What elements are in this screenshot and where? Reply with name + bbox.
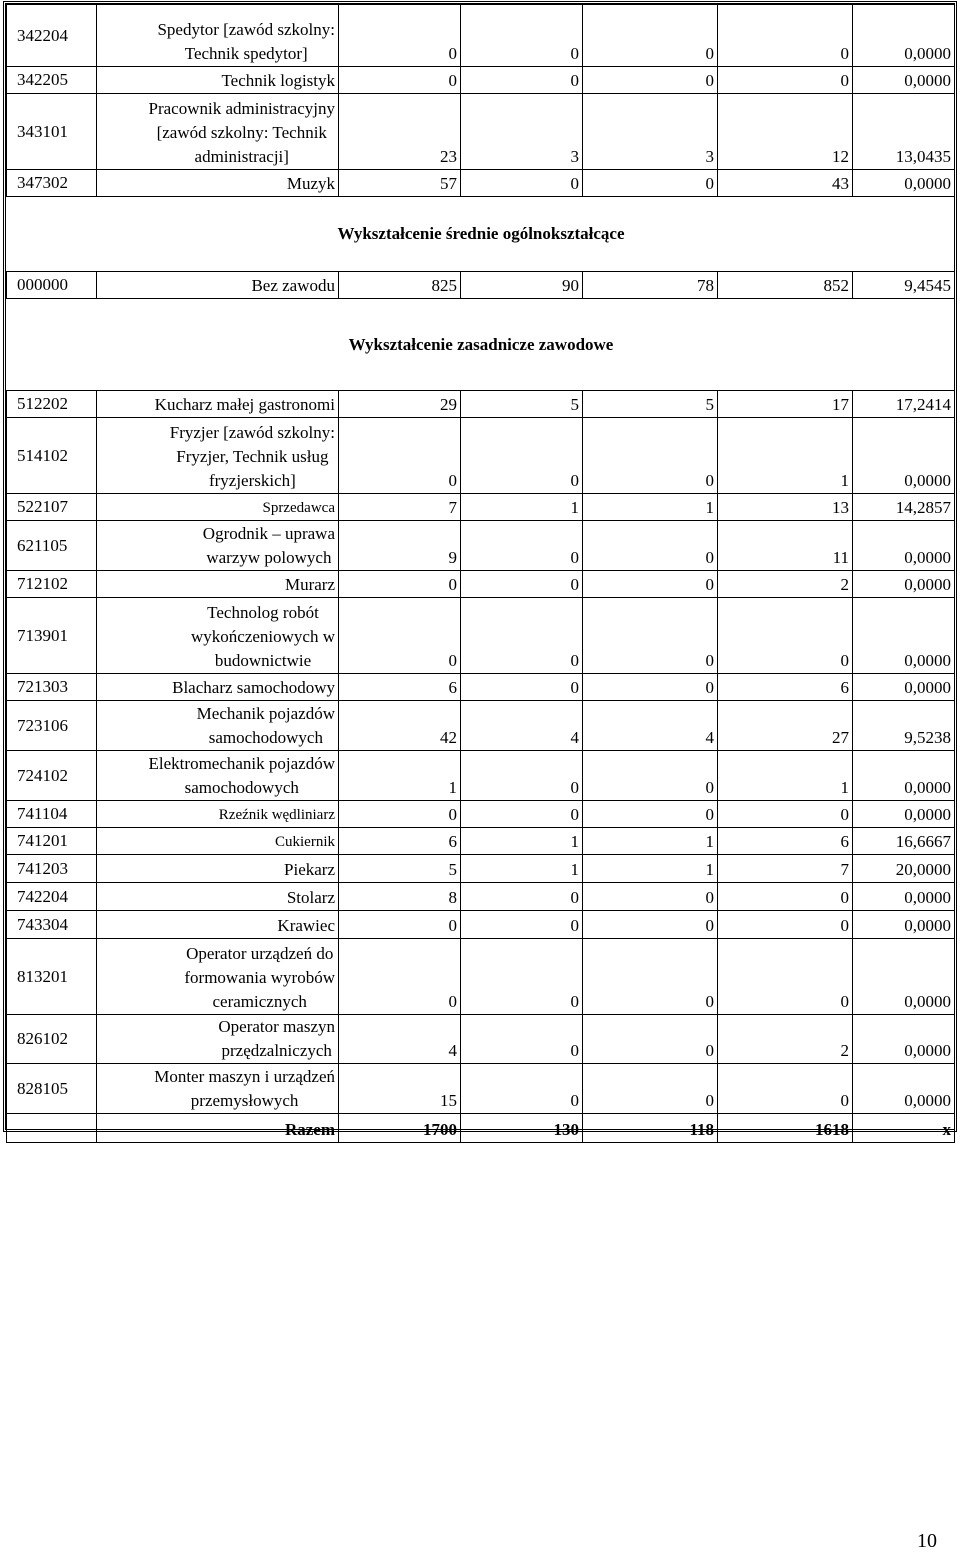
occupation-code: 721303 — [7, 674, 97, 701]
value-cell-v2: 0 — [461, 911, 583, 939]
value-cell-v4: 0 — [718, 883, 853, 911]
occupation-code: 343101 — [7, 94, 97, 170]
occupation-name-line: Murarz — [284, 575, 335, 594]
occupation-code: 000000 — [7, 272, 97, 299]
value-cell-v3: 0 — [583, 1015, 718, 1064]
value-cell-v2: 0 — [461, 1064, 583, 1114]
table-row — [7, 272, 955, 299]
value-cell-v5: x — [853, 1114, 955, 1143]
value-cell-v4: 0 — [718, 5, 853, 67]
occupation-code: 742204 — [7, 883, 97, 911]
occupation-code: 342205 — [7, 67, 97, 94]
occupation-name — [97, 883, 339, 911]
occupation-code: 342204 — [7, 5, 97, 67]
occupation-name-line: Technik spedytor] — [184, 44, 308, 63]
value-cell-v3: 0 — [583, 1064, 718, 1114]
value-cell-v4: 43 — [718, 170, 853, 197]
value-cell-v1: 42 — [339, 701, 461, 751]
section-heading: Wykształcenie zasadnicze zawodowe — [7, 299, 955, 391]
occupation-name-line: Piekarz — [284, 860, 335, 879]
occupation-name-line: fryzjerskich] — [208, 471, 296, 490]
value-cell-v5: 0,0000 — [853, 67, 955, 94]
occupation-name-line: Fryzjer [zawód szkolny: — [169, 423, 335, 442]
value-cell-v2: 0 — [461, 418, 583, 494]
table-row — [7, 911, 955, 939]
value-cell-v3: 118 — [583, 1114, 718, 1143]
occupation-code: 514102 — [7, 418, 97, 494]
value-cell-v3: 0 — [583, 571, 718, 598]
table-row — [7, 1015, 955, 1064]
table-row — [7, 701, 955, 751]
occupation-name-line: samochodowych — [208, 728, 323, 747]
occupation-name — [97, 828, 339, 855]
value-cell-v2: 0 — [461, 5, 583, 67]
value-cell-v1: 0 — [339, 801, 461, 828]
value-cell-v3: 0 — [583, 598, 718, 674]
table-row — [7, 855, 955, 883]
value-cell-v5: 0,0000 — [853, 801, 955, 828]
occupation-name-line: Blacharz samochodowy — [172, 678, 335, 697]
value-cell-v2: 0 — [461, 598, 583, 674]
occupation-name-line: Technolog robót — [207, 603, 319, 622]
occupation-name-line: Razem — [284, 1120, 335, 1139]
table-row — [7, 571, 955, 598]
occupation-name — [97, 674, 339, 701]
value-cell-v5: 9,4545 — [853, 272, 955, 299]
value-cell-v2: 5 — [461, 391, 583, 418]
occupation-name-line: warzyw polowych — [206, 548, 332, 567]
value-cell-v1: 5 — [339, 855, 461, 883]
value-cell-v1: 0 — [339, 598, 461, 674]
value-cell-v5: 9,5238 — [853, 701, 955, 751]
occupation-code: 713901 — [7, 598, 97, 674]
value-cell-v4: 1 — [718, 418, 853, 494]
occupation-name — [97, 94, 339, 170]
value-cell-v1: 9 — [339, 521, 461, 571]
value-cell-v1: 0 — [339, 911, 461, 939]
value-cell-v1: 1700 — [339, 1114, 461, 1143]
value-cell-v4: 852 — [718, 272, 853, 299]
table-row — [7, 751, 955, 801]
section-heading: Wykształcenie średnie ogólnokształcące — [7, 197, 955, 272]
value-cell-v2: 1 — [461, 494, 583, 521]
occupation-name — [97, 911, 339, 939]
value-cell-v3: 0 — [583, 170, 718, 197]
value-cell-v4: 6 — [718, 674, 853, 701]
value-cell-v3: 1 — [583, 828, 718, 855]
occupation-name-line: Monter maszyn i urządzeń — [154, 1067, 335, 1086]
value-cell-v3: 0 — [583, 521, 718, 571]
value-cell-v2: 0 — [461, 883, 583, 911]
value-cell-v1: 1 — [339, 751, 461, 801]
occupation-name — [97, 494, 339, 521]
occupation-name — [97, 598, 339, 674]
value-cell-v5: 0,0000 — [853, 674, 955, 701]
value-cell-v5: 0,0000 — [853, 1064, 955, 1114]
value-cell-v5: 0,0000 — [853, 521, 955, 571]
value-cell-v3: 3 — [583, 94, 718, 170]
value-cell-v5: 0,0000 — [853, 1015, 955, 1064]
value-cell-v2: 1 — [461, 855, 583, 883]
occupation-code: 743304 — [7, 911, 97, 939]
occupation-name-line: [zawód szkolny: Technik — [156, 123, 327, 142]
occupation-name — [97, 5, 339, 67]
occupation-code: 741201 — [7, 828, 97, 855]
value-cell-v1: 825 — [339, 272, 461, 299]
occupation-name-line: Technik logistyk — [221, 71, 335, 90]
value-cell-v3: 4 — [583, 701, 718, 751]
table-row — [7, 883, 955, 911]
table-row — [7, 67, 955, 94]
value-cell-v4: 27 — [718, 701, 853, 751]
table-row — [7, 939, 955, 1015]
occupation-name-line: przędzalniczych — [221, 1041, 332, 1060]
value-cell-v4: 1 — [718, 751, 853, 801]
occupation-name — [97, 751, 339, 801]
occupation-code: 724102 — [7, 751, 97, 801]
value-cell-v5: 20,0000 — [853, 855, 955, 883]
table-row — [7, 170, 955, 197]
value-cell-v1: 8 — [339, 883, 461, 911]
value-cell-v3: 0 — [583, 674, 718, 701]
value-cell-v3: 0 — [583, 67, 718, 94]
occupation-code: 347302 — [7, 170, 97, 197]
value-cell-v4: 1618 — [718, 1114, 853, 1143]
table-row — [7, 1064, 955, 1114]
occupation-name — [97, 272, 339, 299]
value-cell-v2: 3 — [461, 94, 583, 170]
value-cell-v2: 0 — [461, 751, 583, 801]
value-cell-v4: 0 — [718, 911, 853, 939]
value-cell-v4: 13 — [718, 494, 853, 521]
occupation-name-line: Spedytor [zawód szkolny: — [157, 20, 335, 39]
occupation-name — [97, 701, 339, 751]
value-cell-v2: 0 — [461, 170, 583, 197]
occupation-code: 522107 — [7, 494, 97, 521]
occupation-name-line: Bez zawodu — [251, 276, 335, 295]
table-row — [7, 828, 955, 855]
occupation-name — [97, 1064, 339, 1114]
section-row — [7, 197, 955, 272]
value-cell-v4: 0 — [718, 801, 853, 828]
table-body — [7, 5, 955, 1143]
occupation-name — [97, 418, 339, 494]
value-cell-v1: 23 — [339, 94, 461, 170]
occupation-name-line: Ogrodnik – uprawa — [202, 524, 335, 543]
value-cell-v1: 0 — [339, 5, 461, 67]
occupation-name-line: wykończeniowych w — [191, 627, 335, 646]
value-cell-v4: 0 — [718, 1064, 853, 1114]
value-cell-v2: 1 — [461, 828, 583, 855]
occupation-name-line: Mechanik pojazdów — [196, 704, 335, 723]
occupation-code: 828105 — [7, 1064, 97, 1114]
occupation-name-line: samochodowych — [184, 778, 299, 797]
occupation-name — [97, 170, 339, 197]
value-cell-v4: 0 — [718, 939, 853, 1015]
occupation-code: 621105 — [7, 521, 97, 571]
value-cell-v2: 130 — [461, 1114, 583, 1143]
value-cell-v5: 0,0000 — [853, 5, 955, 67]
value-cell-v2: 4 — [461, 701, 583, 751]
occupation-name — [97, 521, 339, 571]
total-row — [7, 1114, 955, 1143]
value-cell-v2: 0 — [461, 67, 583, 94]
table-row — [7, 418, 955, 494]
value-cell-v3: 1 — [583, 855, 718, 883]
value-cell-v1: 29 — [339, 391, 461, 418]
occupation-name-line: Fryzjer, Technik usług — [176, 447, 329, 466]
value-cell-v5: 0,0000 — [853, 571, 955, 598]
table-row — [7, 5, 955, 67]
value-cell-v3: 0 — [583, 751, 718, 801]
occupation-name — [97, 571, 339, 598]
value-cell-v5: 14,2857 — [853, 494, 955, 521]
value-cell-v1: 0 — [339, 571, 461, 598]
occupation-name-line: formowania wyrobów — [184, 968, 335, 987]
occupation-name — [97, 1015, 339, 1064]
value-cell-v4: 11 — [718, 521, 853, 571]
value-cell-v1: 15 — [339, 1064, 461, 1114]
occupation-name-line: Sprzedawca — [262, 500, 335, 516]
occupation-name-line: Elektromechanik pojazdów — [148, 754, 335, 773]
value-cell-v5: 0,0000 — [853, 598, 955, 674]
value-cell-v5: 0,0000 — [853, 751, 955, 801]
occupation-code: 826102 — [7, 1015, 97, 1064]
occupation-name-line: ceramicznych — [212, 992, 307, 1011]
occupation-name — [97, 67, 339, 94]
occupation-code: 712102 — [7, 571, 97, 598]
value-cell-v2: 0 — [461, 1015, 583, 1064]
value-cell-v3: 0 — [583, 801, 718, 828]
value-cell-v3: 0 — [583, 911, 718, 939]
occupation-name-line: Pracownik administracyjny — [148, 99, 335, 118]
occupation-name — [97, 939, 339, 1015]
value-cell-v2: 90 — [461, 272, 583, 299]
value-cell-v5: 0,0000 — [853, 418, 955, 494]
value-cell-v1: 57 — [339, 170, 461, 197]
occupation-code: 813201 — [7, 939, 97, 1015]
value-cell-v3: 78 — [583, 272, 718, 299]
value-cell-v5: 0,0000 — [853, 911, 955, 939]
value-cell-v2: 0 — [461, 801, 583, 828]
value-cell-v1: 0 — [339, 939, 461, 1015]
table-row — [7, 521, 955, 571]
value-cell-v5: 0,0000 — [853, 883, 955, 911]
value-cell-v2: 0 — [461, 674, 583, 701]
occupation-name — [97, 855, 339, 883]
value-cell-v5: 0,0000 — [853, 939, 955, 1015]
value-cell-v1: 7 — [339, 494, 461, 521]
occupation-name-line: Krawiec — [277, 916, 335, 935]
page-number: 10 — [917, 1530, 937, 1552]
table-row — [7, 94, 955, 170]
occupation-code: 741203 — [7, 855, 97, 883]
occupation-code: 723106 — [7, 701, 97, 751]
occupation-name-line: Rzeźnik wędliniarz — [218, 807, 335, 823]
value-cell-v5: 17,2414 — [853, 391, 955, 418]
value-cell-v5: 16,6667 — [853, 828, 955, 855]
value-cell-v3: 0 — [583, 5, 718, 67]
occupation-name — [97, 801, 339, 828]
value-cell-v2: 0 — [461, 939, 583, 1015]
occupation-code: 741104 — [7, 801, 97, 828]
occupation-name-line: przemysłowych — [190, 1091, 299, 1110]
value-cell-v2: 0 — [461, 571, 583, 598]
value-cell-v2: 0 — [461, 521, 583, 571]
value-cell-v4: 0 — [718, 598, 853, 674]
value-cell-v4: 2 — [718, 1015, 853, 1064]
table-row — [7, 801, 955, 828]
occupation-code — [7, 1114, 97, 1143]
value-cell-v1: 6 — [339, 828, 461, 855]
value-cell-v4: 2 — [718, 571, 853, 598]
value-cell-v3: 0 — [583, 883, 718, 911]
value-cell-v3: 1 — [583, 494, 718, 521]
occupation-name-line: budownictwie — [214, 651, 312, 670]
value-cell-v5: 13,0435 — [853, 94, 955, 170]
table-row — [7, 391, 955, 418]
value-cell-v4: 0 — [718, 67, 853, 94]
value-cell-v4: 7 — [718, 855, 853, 883]
occupation-name — [97, 391, 339, 418]
value-cell-v3: 0 — [583, 418, 718, 494]
occupation-code: 512202 — [7, 391, 97, 418]
occupation-name-line: Cukiernik — [275, 834, 335, 850]
value-cell-v1: 0 — [339, 67, 461, 94]
occupation-name-line: Stolarz — [286, 888, 335, 907]
value-cell-v4: 17 — [718, 391, 853, 418]
occupation-name-line: Operator maszyn — [218, 1017, 335, 1036]
occupation-name-line: Operator urządzeń do — [186, 944, 334, 963]
value-cell-v3: 5 — [583, 391, 718, 418]
table-row — [7, 598, 955, 674]
value-cell-v4: 6 — [718, 828, 853, 855]
occupation-name-line: Muzyk — [286, 174, 335, 193]
value-cell-v1: 0 — [339, 418, 461, 494]
value-cell-v5: 0,0000 — [853, 170, 955, 197]
value-cell-v1: 6 — [339, 674, 461, 701]
value-cell-v4: 12 — [718, 94, 853, 170]
occupation-name — [97, 1114, 339, 1143]
occupation-table — [6, 4, 955, 1143]
section-row — [7, 299, 955, 391]
table-row — [7, 494, 955, 521]
occupation-name-line: Kucharz małej gastronomi — [154, 395, 335, 414]
occupation-name-line: administracji] — [194, 147, 289, 166]
value-cell-v1: 4 — [339, 1015, 461, 1064]
value-cell-v3: 0 — [583, 939, 718, 1015]
table-row — [7, 674, 955, 701]
